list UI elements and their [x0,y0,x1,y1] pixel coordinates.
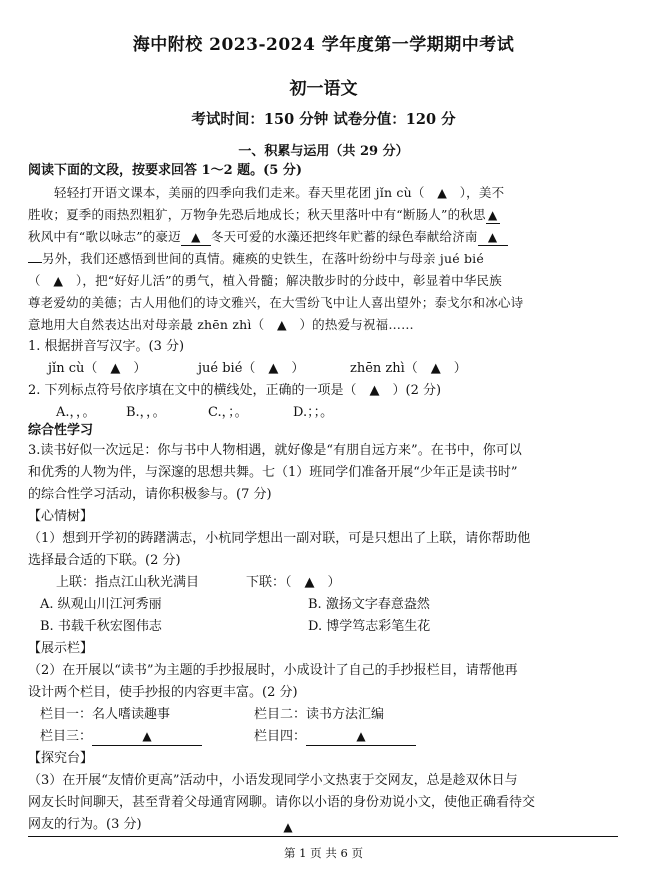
couplet-upper: 上联：指点江山秋光满目 [56,575,200,590]
punct-blank-3: ▲ [478,229,508,246]
punct-blank-3-cont [28,262,42,263]
column-four-blank: ▲ [306,728,416,746]
passage-line-4-text: 另外，我们还感悟到世间的真情。瘫痪的史铁生，在落叶纷纷中与母亲 jué bié [42,251,484,266]
answer-line [28,836,618,837]
part3-label: 【探究台】 [28,751,94,766]
q2-option-d: D.；；。 [293,405,334,420]
column-three-blank: ▲ [92,728,202,746]
passage-line-2 [28,204,620,226]
part2-label: 【展示栏】 [28,641,94,656]
section1-heading: 一、积累与运用（共 29 分） [238,144,409,159]
passage-line-1: 轻轻打开语文课本，美丽的四季向我们走来。春天里花团 jǐn cù（ ▲ ），美不 [54,185,505,200]
part3-line-1: （3）在开展“友情价更高”活动中，小语发现同学小文热衷于交网友，总是趁双休日与 [28,773,518,788]
passage-line-3a: 秋风中有“歌以咏志”的豪迈 [28,229,181,244]
section2-heading: 综合性学习 [28,423,94,438]
passage-line-4 [28,248,620,270]
punct-blank-2: ▲ [181,229,211,246]
couplet-lower: 下联：（ ▲ ） [246,575,341,590]
part1-line-1: （1）想到开学初的踌躇满志，小杭同学想出一副对联，可是只想出了上联，请你帮助他 [28,531,531,546]
column-four-label: 栏目四： [254,729,307,744]
part1-line-2: 选择最合适的下联。(2 分) [28,553,181,568]
q1-item-3: zhēn zhì（ ▲ ） [350,361,467,376]
q3-line-2: 和优秀的人物为伴，与深邃的思想共舞。七（1）班同学们准备开展“少年正是读书时” [28,465,518,480]
q3-line-1: 3.读书好似一次远足：你与书中人物相遇，就好像是“有朋自远方来”。在书中，你可以 [28,443,522,458]
punct-blank-1: ▲ [486,207,500,224]
passage-line-3b: 冬天可爱的水藻还把终年贮蓄的绿色奉献给济南 [210,229,478,244]
q1-item-1: jǐn cù（ ▲ ） [48,361,147,376]
q2-stem: 2. 下列标点符号依序填在文中的横线处，正确的一项是（ ▲ ）(2 分) [28,383,442,398]
passage-line-3 [28,226,620,248]
page-footer: 第 1 页 共 6 页 [284,846,363,860]
reading-instruction: 阅读下面的文段，按要求回答 1～2 题。(5 分) [28,163,303,178]
part1-label: 【心情树】 [28,509,94,524]
q2-option-a: A.，，。 [56,405,96,420]
exam-info: 考试时间：150 分钟 试卷分值：120 分 [191,111,456,128]
part3-line-3: 网友的行为。(3 分) [28,817,142,832]
passage-line-7: 意地用大自然表达出对母亲最 zhēn zhì（ ▲ ）的热爱与祝福…… [28,317,414,332]
column-four [254,726,416,748]
q1-stem: 1. 根据拼音写汉字。(3 分) [28,339,185,354]
passage-line-6: 尊老爱幼的美德；古人用他们的诗文雅兴，在大雪纷飞中让人喜出望外；泰戈尔和冰心诗 [28,295,524,310]
column-two: 栏目二：读书方法汇编 [254,707,385,722]
q2-option-c: C.，；。 [208,405,248,420]
column-three-label: 栏目三： [40,729,93,744]
part1-option-d: D. 博学笃志彩笔生花 [308,619,431,634]
part3-line-2: 网友长时间聊天，甚至背着父母通宵网聊。请你以小语的身份劝说小文，使他正确看待交 [28,795,536,810]
q2-option-b: B.，，。 [126,405,166,420]
exam-title: 海中附校 2023-2024 学年度第一学期期中考试 [132,35,515,55]
part2-line-1: （2）在开展以“读书”为主题的手抄报展时，小成设计了自己的手抄报栏目，请帮他再 [28,663,518,678]
answer-triangle: ▲ [283,820,293,834]
q1-item-2: jué bié（ ▲ ） [198,361,305,376]
passage-line-2-text: 胜收；夏季的雨热烈粗犷，万物争先恐后地成长；秋天里落叶中有“断肠人”的秋思 [28,207,486,222]
subject-title: 初一语文 [289,79,358,99]
column-three [40,726,202,748]
part1-option-b: B. 激扬文字春意盎然 [308,597,430,612]
part1-option-c: B. 书载千秋宏图伟志 [40,619,162,634]
column-one: 栏目一：名人嗜读趣事 [40,707,171,722]
passage-line-5: （ ▲ ），把“好好儿活”的勇气，植入骨髓；解决散步时的分歧中，彰显着中华民族 [28,273,502,288]
part1-option-a: A. 纵观山川江河秀丽 [40,597,162,612]
part2-line-2: 设计两个栏目，使手抄报的内容更丰富。(2 分) [28,685,298,700]
q3-line-3: 的综合性学习活动，请你积极参与。(7 分) [28,487,272,502]
